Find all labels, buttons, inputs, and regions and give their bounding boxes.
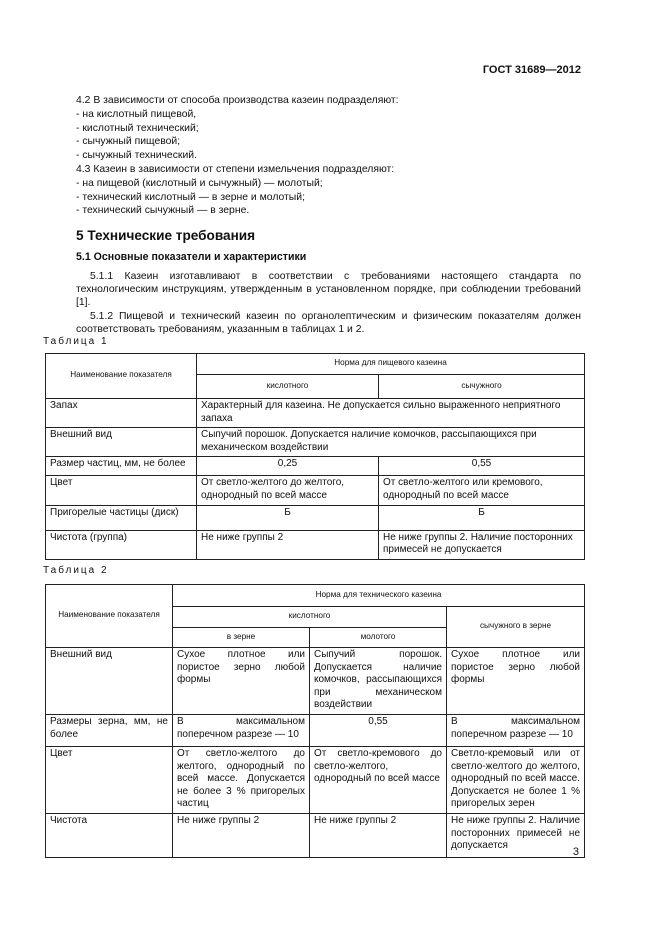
list-item: 4.3 Казеин в зависимости от степени измельчения подразделяют: xyxy=(76,163,395,175)
table-cell: Светло-кремовый или от светло-желтого до желтого, однородный по всей массе. Допускается не более 1 % пригорелых зерен xyxy=(447,746,585,813)
table-cell: Сухое плотное или пористое зерно любой формы xyxy=(173,648,310,715)
table-cell: От светло-кремового до светло-желтого, однородный по всей массе xyxy=(310,746,447,813)
table-row xyxy=(46,476,585,505)
table-cell: В максимальном поперечном разрезе — 10 xyxy=(447,714,585,746)
table-row xyxy=(46,457,585,476)
list-item: - сычужный технический. xyxy=(76,150,197,162)
page-number: 3 xyxy=(572,846,579,858)
section-4-list xyxy=(76,94,581,218)
table-cell: Размеры зерна, мм, не более xyxy=(46,714,173,746)
table-cell: Не ниже группы 2. Наличие посторонних примесей не допускается xyxy=(379,530,585,559)
list-item: - кислотный технический; xyxy=(76,122,199,134)
list-item: 4.2 В зависимости от способа производства казеин подразделяют: xyxy=(76,95,399,106)
table-2-header-norm: Норма для технического казеина xyxy=(173,585,585,607)
table-cell: Чистота xyxy=(46,813,173,857)
table-cell: В максимальном поперечном разрезе — 10 xyxy=(173,714,310,746)
section-5-1-subtitle: 5.1 Основные показатели и характеристики xyxy=(76,251,307,263)
table-cell: Пригорелые частицы (диск) xyxy=(46,505,197,530)
list-item: - на кислотный пищевой, xyxy=(76,108,197,120)
table-1-header-name: Наименование показателя xyxy=(46,354,197,399)
paragraph-5-1-1: 5.1.1 Казеин изготавливают в соответствии с требованиями настоящего стандарта по технологическим инструкциям, утвержденным в установленном порядке, при соблюдении требований [1]. xyxy=(76,271,581,309)
table-2-header-ground: молотого xyxy=(310,628,447,648)
section-5-paragraphs xyxy=(76,270,581,336)
table-cell: Внешний вид xyxy=(46,428,197,457)
table-cell: Размер частиц, мм, не более xyxy=(46,457,197,476)
table-cell: 0,55 xyxy=(310,714,447,746)
list-item: - технический сычужный — в зерне. xyxy=(76,205,250,217)
table-row xyxy=(46,714,585,746)
table-cell: От светло-желтого до желтого, однородный по всей массе xyxy=(197,476,379,505)
table-cell: Б xyxy=(197,505,379,530)
table-cell: Не ниже группы 2 xyxy=(197,530,379,559)
table-cell: Цвет xyxy=(46,476,197,505)
table-row xyxy=(46,399,585,428)
table-cell: Внешний вид xyxy=(46,648,173,715)
table-cell: От светло-желтого до желтого, однородный по всей массе. Допускается не более 3 % пригорелых частиц xyxy=(173,746,310,813)
list-item: - технический кислотный — в зерне и молотый; xyxy=(76,191,305,203)
table-2-caption: Таблица 2 xyxy=(43,565,109,576)
table-row xyxy=(46,505,585,530)
table-row xyxy=(46,746,585,813)
table-cell: Запах xyxy=(46,399,197,428)
list-item: - на пищевой (кислотный и сычужный) — молотый; xyxy=(76,177,323,189)
table-2-header-acid: кислотного xyxy=(173,607,447,628)
table-cell: Сухое плотное или пористое зерно любой формы xyxy=(447,648,585,715)
table-cell: 0,55 xyxy=(379,457,585,476)
table-row xyxy=(46,428,585,457)
table-cell: Цвет xyxy=(46,746,173,813)
table-cell: Чистота (группа) xyxy=(46,530,197,559)
table-2-header-grain: в зерне xyxy=(173,628,310,648)
table-row xyxy=(46,648,585,715)
table-cell: Не ниже группы 2 xyxy=(173,813,310,857)
table-cell: Б xyxy=(379,505,585,530)
table-1-caption: Таблица 1 xyxy=(43,336,109,347)
table-2-header-name: Наименование показателя xyxy=(46,585,173,648)
table-2-header-rennet: сычужного в зерне xyxy=(447,607,585,648)
table-cell: Не ниже группы 2. Наличие посторонних примесей не допускается xyxy=(447,813,585,857)
section-5-title: 5 Технические требования xyxy=(76,228,256,243)
table-row xyxy=(46,530,585,559)
table-1 xyxy=(45,353,585,560)
table-cell: Не ниже группы 2 xyxy=(310,813,447,857)
paragraph-5-1-2: 5.1.2 Пищевой и технический казеин по органолептическим и физическим показателям должен соответствовать требованиям, указанным в таблицах 1 и 2. xyxy=(76,310,581,335)
table-1-header-rennet: сычужного xyxy=(379,375,585,399)
list-item: - сычужный пищевой; xyxy=(76,136,181,148)
table-1-header-norm: Норма для пищевого казеина xyxy=(197,354,585,375)
table-cell: Сыпучий порошок. Допускается наличие комочков, рассыпающихся при механическом воздействии xyxy=(310,648,447,715)
table-2 xyxy=(45,584,585,858)
table-cell: 0,25 xyxy=(197,457,379,476)
table-cell: Характерный для казеина. Не допускается сильно выраженного неприятного запаха xyxy=(197,399,585,428)
table-cell: Сыпучий порошок. Допускается наличие комочков, рассыпающихся при механическом воздействии xyxy=(197,428,585,457)
document-header-standard: ГОСТ 31689—2012 xyxy=(482,64,581,76)
table-1-header-acid: кислотного xyxy=(197,375,379,399)
table-cell: От светло-желтого или кремового, однородный по всей массе xyxy=(379,476,585,505)
table-row xyxy=(46,813,585,857)
